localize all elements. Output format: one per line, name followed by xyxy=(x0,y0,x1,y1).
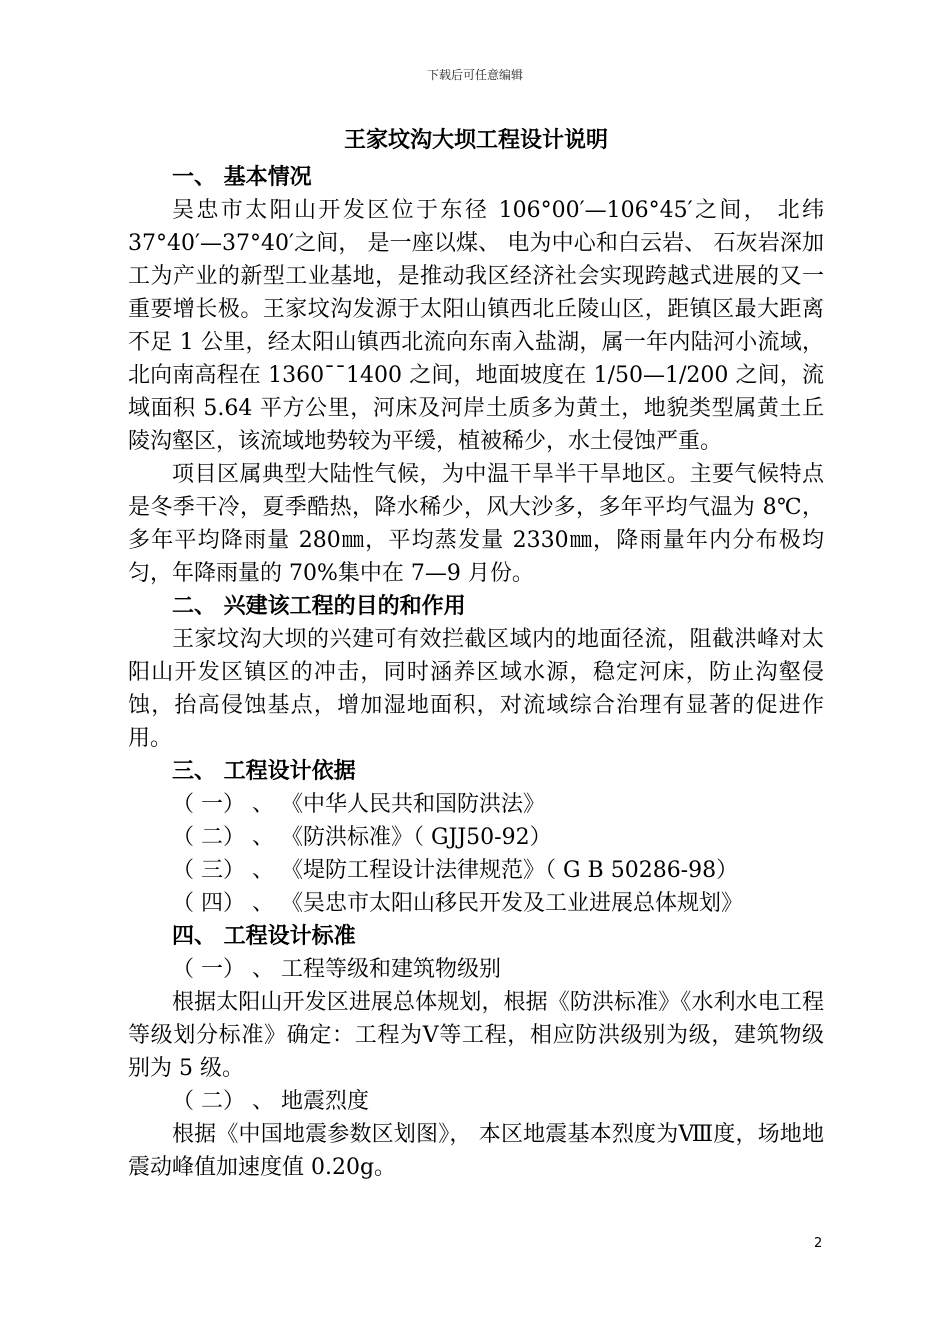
section-2-paragraph-1: 王家坟沟大坝的兴建可有效拦截区域内的地面径流，阻截洪峰对太阳山开发区镇区的冲击，同时涵养区域水源，稳定河床，防止沟壑侵蚀，抬高侵蚀基点，增加湿地面积，对流域综合治理有显著的促进作用。 xyxy=(128,627,824,751)
basis-item-2: （ 二） 、 《防洪标准》（ GJJ50-92） xyxy=(172,825,552,850)
document-body xyxy=(128,124,824,1184)
section-4-paragraph-1: 根据太阳山开发区进展总体规划，根据《防洪标准》《水利水电工程等级划分标准》确定：工程为Ⅴ等工程，相应防洪级别为级，建筑物级别为 5 级。 xyxy=(128,990,824,1081)
section-heading-4: 四、 工程设计标准 xyxy=(172,924,356,949)
subsection-heading-2: （ 二） 、 地震烈度 xyxy=(172,1089,369,1114)
section-heading-3: 三、 工程设计依据 xyxy=(172,759,356,784)
section-1-paragraph-1: 吴忠市太阳山开发区位于东径 106°00′—106°45′之间， 北纬 37°40′—37°40′之间， 是一座以煤、 电为中心和白云岩、 石灰岩深加工为产业的新型工业基地，是推动我区经济社会实现跨越式进展的又一重要增长极。王家坟沟发源于太阳山镇西北丘陵山区，距镇区最大距离不足 1 公里，经太阳山镇西北流向东南入盐湖，属一年内陆河小流域，北向南高程在 1360¯¯1400 之间，地面坡度在 1/50—1/200 之间，流域面积 5.64 平方公里，河床及河岸土质多为黄土，地貌类型属黄土丘陵沟壑区，该流域地势较为平缓，植被稀少，水土侵蚀严重。 xyxy=(128,198,824,454)
section-heading-2: 二、 兴建该工程的目的和作用 xyxy=(172,594,466,619)
page-number: 2 xyxy=(814,1236,823,1251)
subsection-heading-1: （ 一） 、 工程等级和建筑物级别 xyxy=(172,957,501,982)
section-heading-1: 一、 基本情况 xyxy=(172,165,312,190)
basis-item-3: （ 三） 、 《堤防工程设计法律规范》（ G B 50286-98） xyxy=(172,858,739,883)
section-1-paragraph-2: 项目区属典型大陆性气候，为中温干旱半干旱地区。主要气候特点是冬季干冷，夏季酷热，降水稀少，风大沙多，多年平均气温为 8℃，多年平均降雨量 280㎜，平均蒸发量 2330㎜，降雨量年内分布极均匀，年降雨量的 70%集中在 7—9 月份。 xyxy=(128,462,824,586)
basis-item-4: （ 四） 、 《吴忠市太阳山移民开发及工业进展总体规划》 xyxy=(172,891,743,916)
header-note: 下载后可任意编辑 xyxy=(426,68,523,82)
basis-item-1: （ 一） 、 《中华人民共和国防洪法》 xyxy=(172,792,545,817)
document-title: 王家坟沟大坝工程设计说明 xyxy=(343,128,608,153)
section-4-paragraph-2: 根据《中国地震参数区划图》， 本区地震基本烈度为Ⅷ度，场地地震动峰值加速度值 0.20g。 xyxy=(128,1122,824,1180)
